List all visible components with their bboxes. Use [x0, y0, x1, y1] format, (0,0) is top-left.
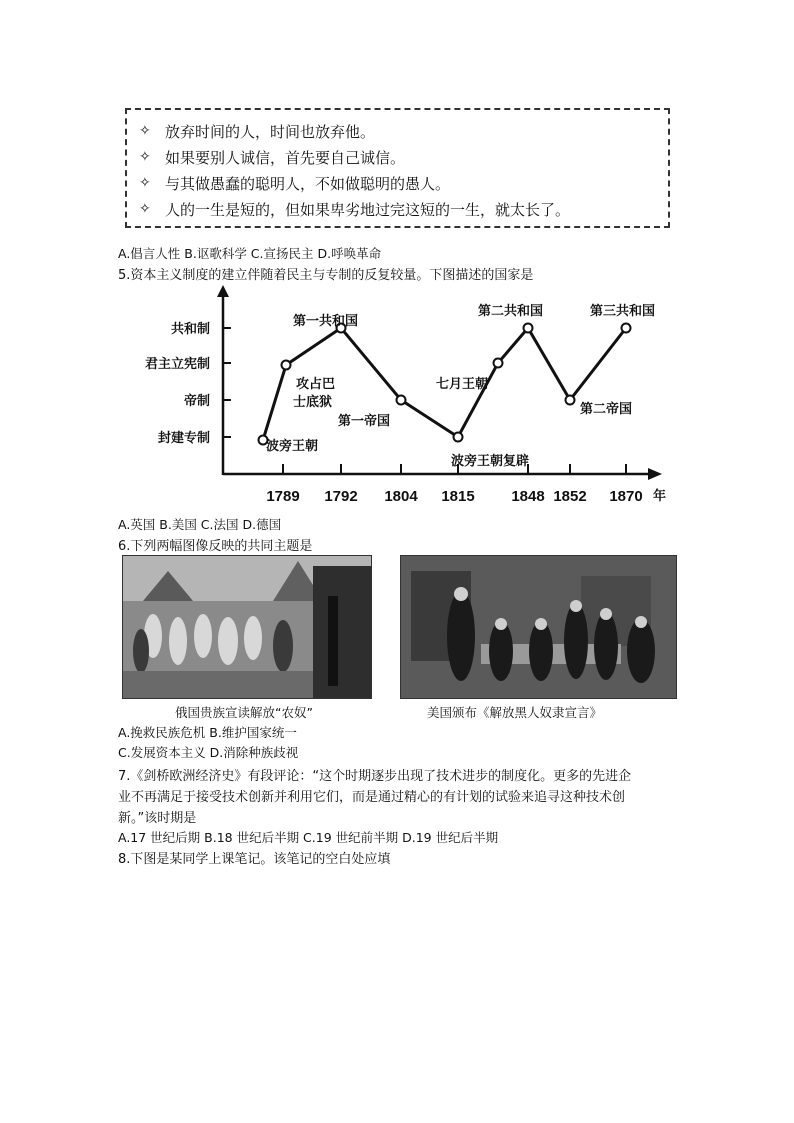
x-tick-label: 1848 — [511, 488, 545, 505]
diamond-icon: ✧ — [139, 123, 151, 139]
x-tick-label: 1852 — [553, 488, 587, 505]
quote-text: 人的一生是短的，但如果卑劣地过完这短的一生，就太长了。 — [165, 200, 571, 219]
y-tick-label: 帝制 — [183, 394, 210, 409]
x-tick-label: 1789 — [266, 488, 300, 505]
quote-text: 放弃时间的人，时间也放弃他。 — [165, 122, 376, 141]
data-point — [566, 396, 575, 405]
quote-box — [125, 108, 670, 228]
photo-illustration — [123, 556, 371, 698]
y-axis-arrow — [217, 285, 229, 297]
x-tick-label: 1792 — [324, 488, 358, 505]
q7-line-2: 业不再满足于接受技术创新并利用它们，而是通过精心的有计划的试验来追寻这种技术创 — [118, 790, 626, 805]
diamond-icon: ✧ — [139, 149, 151, 165]
q6-options-1: A.挽救民族危机 B.维护国家统一 — [118, 725, 297, 740]
y-tick-label: 共和制 — [170, 322, 210, 337]
caption-usa: 美国颁布《解放黑人奴隶宣言》 — [427, 705, 603, 720]
point-label: 第三共和国 — [590, 304, 656, 319]
diamond-icon: ✧ — [139, 201, 151, 217]
x-unit: 年 — [653, 489, 667, 504]
point-label: 第二帝国 — [580, 402, 633, 417]
data-point — [282, 361, 291, 370]
point-label: 七月王朝 — [436, 377, 489, 392]
point-label: 波旁王朝 — [266, 439, 319, 454]
data-point — [524, 324, 533, 333]
regime-chart — [118, 285, 688, 510]
y-tick-label: 君主立宪制 — [144, 357, 210, 372]
quote-row — [139, 196, 658, 222]
q4-options: A.倡言人性 B.讴歌科学 C.宣扬民主 D.呼唤革命 — [118, 246, 382, 261]
data-point — [454, 433, 463, 442]
data-point — [397, 396, 406, 405]
q7-line-3: 新。”该时期是 — [118, 811, 197, 826]
photo-illustration — [401, 556, 676, 698]
q8-stem: 8.下图是某同学上课笔记。该笔记的空白处应填 — [118, 852, 391, 867]
x-axis-arrow — [648, 468, 662, 480]
diamond-icon: ✧ — [139, 175, 151, 191]
y-tick-label: 封建专制 — [157, 431, 210, 446]
quote-text: 如果要别人诚信，首先要自己诚信。 — [165, 148, 406, 167]
point-label: 攻占巴 — [296, 377, 336, 392]
data-point — [622, 324, 631, 333]
x-tick-label: 1804 — [384, 488, 418, 505]
x-tick-label: 1815 — [441, 488, 475, 505]
q6-options-2: C.发展资本主义 D.消除种族歧视 — [118, 745, 299, 760]
x-tick-label: 1870 — [609, 488, 643, 505]
point-label: 第一共和国 — [293, 314, 359, 329]
point-label: 士底狱 — [293, 395, 333, 410]
data-point — [494, 359, 503, 368]
quote-row — [139, 170, 658, 196]
emancipation-proclamation-photo — [400, 555, 677, 699]
q7-options: A.17 世纪后期 B.18 世纪后半期 C.19 世纪前半期 D.19 世纪后半期 — [118, 830, 499, 845]
point-label: 第二共和国 — [478, 304, 544, 319]
caption-russia: 俄国贵族宣读解放“农奴” — [175, 705, 313, 720]
russian-emancipation-photo — [122, 555, 372, 699]
q5-options: A.英国 B.美国 C.法国 D.德国 — [118, 517, 282, 532]
point-label: 波旁王朝复辟 — [451, 454, 530, 469]
point-label: 第一帝国 — [338, 414, 391, 429]
quote-row — [139, 118, 658, 144]
quote-row — [139, 144, 658, 170]
quote-text: 与其做愚蠢的聪明人，不如做聪明的愚人。 — [165, 174, 451, 193]
q7-line-1: 7.《剑桥欧洲经济史》有段评论：“这个时期逐步出现了技术进步的制度化。更多的先进企 — [118, 769, 632, 784]
q6-stem: 6.下列两幅图像反映的共同主题是 — [118, 539, 313, 554]
q5-stem: 5.资本主义制度的建立伴随着民主与专制的反复较量。下图描述的国家是 — [118, 268, 534, 283]
